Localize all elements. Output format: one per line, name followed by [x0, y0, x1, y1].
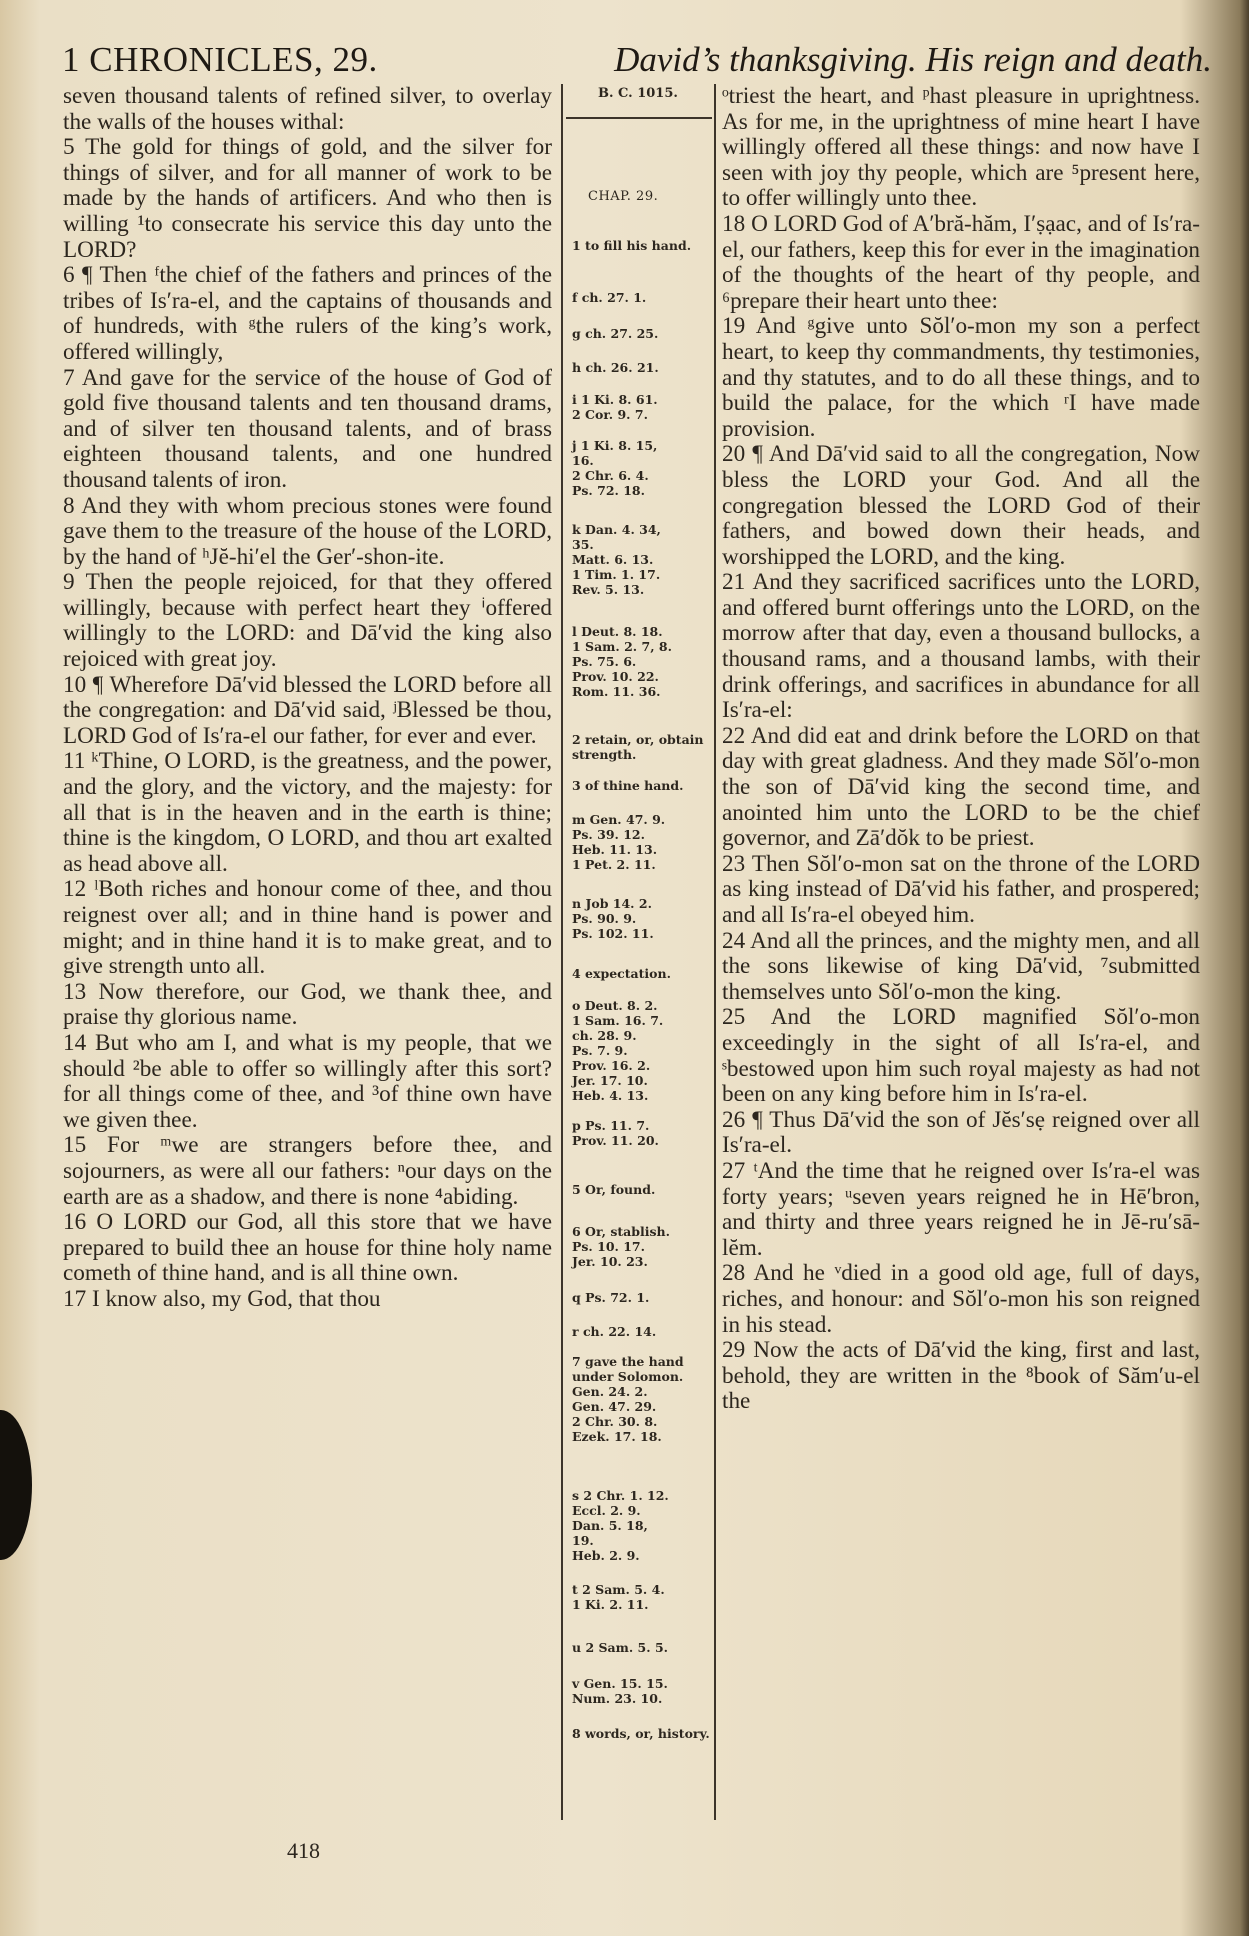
cross-ref: i 1 Ki. 8. 61. 2 Cor. 9. 7.: [572, 392, 658, 422]
cross-ref: r ch. 22. 14.: [572, 1324, 657, 1339]
cross-ref: p Ps. 11. 7. Prov. 11. 20.: [572, 1118, 659, 1148]
cross-ref: 4 expectation.: [572, 966, 671, 981]
page-edge-shadow: [0, 1410, 32, 1560]
left-text-column: seven thousand talents of refined silver, to overlay the walls of the houses withal: 5 The gold for things of gold, and the silver for things of silver, and for all manner of work to be made by the hands of artificers. And who then is willing ¹to consecrate his service this day unto the LORD? 6 ¶ Then ᶠthe chief of the fathers and princes of the tribes of Is′ra-el, and the captains of thousands and of hundreds, with ᵍthe rulers of the king’s work, offered willingly, 7 And gave for the service of the house of God of gold five thousand talents and ten thousand drams, and of silver ten thousand talents, and of brass eighteen thousand talents, and one hundred thousand talents of iron. 8 And they with whom precious stones were found gave them to the treasure of the house of the LORD, by the hand of ʰJĕ-hi′el the Ger′-shon-ite. 9 Then the people rejoiced, for that they offered willingly, because with perfect heart they ⁱoffered willingly to the LORD: and Dā′vid the king also rejoiced with great joy. 10 ¶ Wherefore Dā′vid blessed the LORD before all the congregation: and Dā′vid said, ʲBlessed be thou, LORD God of Is′ra-el our father, for ever and ever. 11 ᵏThine, O LORD, is the greatness, and the power, and the glory, and the victory, and the majesty: for all that is in the heaven and in the earth is thine; thine is the kingdom, O LORD, and thou art exalted as head above all. 12 ˡBoth riches and honour come of thee, and thou reignest over all; and in thine hand is power and might; and in thine hand it is to make great, and to give strength unto all. 13 Now therefore, our God, we thank thee, and praise thy glorious name. 14 But who am I, and what is my people, that we should ²be able to offer so willingly after this sort? for all things come of thee, and ³of thine own have we given thee. 15 For ᵐwe are strangers before thee, and sojourners, as were all our fathers: ⁿour days on the earth are as a shadow, and there is none ⁴abiding. 16 O LORD our God, all this store that we have prepared to build thee an house for thine holy name cometh of thine hand, and is all thine own. 17 I know also, my God, that thou: [63, 84, 552, 1312]
cross-ref: n Job 14. 2. Ps. 90. 9. Ps. 102. 11.: [572, 896, 654, 941]
cross-ref: g ch. 27. 25.: [572, 326, 659, 341]
chapter-label: CHAP. 29.: [588, 189, 659, 204]
cross-ref: v Gen. 15. 15. Num. 23. 10.: [572, 1676, 668, 1706]
cross-ref: 1 to fill his hand.: [572, 238, 692, 253]
running-header: [62, 40, 1212, 90]
cross-ref: 6 Or, stablish. Ps. 10. 17. Jer. 10. 23.: [572, 1224, 670, 1269]
cross-ref: s 2 Chr. 1. 12. Eccl. 2. 9. Dan. 5. 18, 19. Heb. 2. 9.: [572, 1488, 669, 1563]
right-text-column: ᵒtriest the heart, and ᵖhast pleasure in uprightness. As for me, in the uprightness of mine heart I have willingly offered all these things: and now have I seen with joy thy people, which are ⁵present here, to offer willingly unto thee. 18 O LORD God of A′bră-hăm, I′ṣạac, and of Is′ra-el, our fathers, keep this for ever in the imagination of the thoughts of the heart of thy people, and ⁶prepare their heart unto thee: 19 And ᵍgive unto Sŏl′o-mon my son a perfect heart, to keep thy commandments, thy testimonies, and thy statutes, and to do all these things, and to build the palace, for the which ʳI have made provision. 20 ¶ And Dā′vid said to all the congregation, Now bless the LORD your God. And all the congregation blessed the LORD God of their fathers, and bowed down their heads, and worshipped the LORD, and the king. 21 And they sacrificed sacrifices unto the LORD, and offered burnt offerings unto the LORD, on the morrow after that day, even a thousand bullocks, a thousand rams, and a thousand lambs, with their drink offerings, and sacrifices in abundance for all Is′ra-el: 22 And did eat and drink before the LORD on that day with great gladness. And they made Sŏl′o-mon the son of Dā′vid king the second time, and anointed him unto the LORD to be the chief governor, and Zā′dŏk to be priest. 23 Then Sŏl′o-mon sat on the throne of the LORD as king instead of Dā′vid his father, and prospered; and all Is′ra-el obeyed him. 24 And all the princes, and the mighty men, and all the sons likewise of king Dā′vid, ⁷submitted themselves unto Sŏl′o-mon the king. 25 And the LORD magnified Sŏl′o-mon exceedingly in the sight of all Is′ra-el, and ˢbestowed upon him such royal majesty as had not been on any king before him in Is′ra-el. 26 ¶ Thus Dā′vid the son of Jĕs′sẹ reigned over all Is′ra-el. 27 ᵗAnd the time that he reigned over Is′ra-el was forty years; ᵘseven years reigned he in Hē′bron, and thirty and three years reigned he in Jē-ru′sā-lĕm. 28 And he ᵛdied in a good old age, full of days, riches, and honour: and Sŏl′o-mon his son reigned in his stead. 29 Now the acts of Dā′vid the king, first and last, behold, they are written in the ⁸book of Săm′u-el the: [722, 84, 1200, 1415]
cross-ref: h ch. 26. 21.: [572, 360, 659, 375]
cross-reference-column: [568, 86, 710, 1816]
cross-ref: 8 words, or, history.: [572, 1726, 710, 1741]
cross-ref: k Dan. 4. 34, 35. Matt. 6. 13. 1 Tim. 1. 17. Rev. 5. 13.: [572, 522, 661, 597]
cross-ref: m Gen. 47. 9. Ps. 39. 12. Heb. 11. 13. 1 Pet. 2. 11.: [572, 812, 666, 872]
page-number: 418: [287, 1838, 320, 1863]
cross-ref: f ch. 27. 1.: [572, 290, 647, 305]
section-summary-heading: David’s thanksgiving. His reign and death.: [614, 40, 1212, 79]
book-chapter-heading: 1 CHRONICLES, 29.: [62, 40, 378, 79]
column-rule-right: [714, 84, 716, 1820]
cross-ref: 2 retain, or, obtain strength.: [572, 732, 704, 762]
cross-ref: 7 gave the hand under Solomon. Gen. 24. 2. Gen. 47. 29. 2 Chr. 30. 8. Ezek. 17. 18.: [572, 1354, 684, 1444]
era-date: B. C. 1015.: [598, 86, 678, 101]
cross-ref: j 1 Ki. 8. 15, 16. 2 Chr. 6. 4. Ps. 72. 18.: [572, 438, 658, 498]
cross-ref: 3 of thine hand.: [572, 778, 684, 793]
cross-ref: q Ps. 72. 1.: [572, 1290, 650, 1305]
cross-ref: t 2 Sam. 5. 4. 1 Ki. 2. 11.: [572, 1582, 665, 1612]
cross-ref: o Deut. 8. 2. 1 Sam. 16. 7. ch. 28. 9. Ps. 7. 9. Prov. 16. 2. Jer. 17. 10. Heb. 4. 13.: [572, 998, 664, 1103]
cross-ref: u 2 Sam. 5. 5.: [572, 1640, 668, 1655]
column-rule-left: [561, 84, 563, 1820]
cross-ref: 5 Or, found.: [572, 1182, 656, 1197]
cross-ref: l Deut. 8. 18. 1 Sam. 2. 7, 8. Ps. 75. 6. Prov. 10. 22. Rom. 11. 36.: [572, 624, 672, 699]
